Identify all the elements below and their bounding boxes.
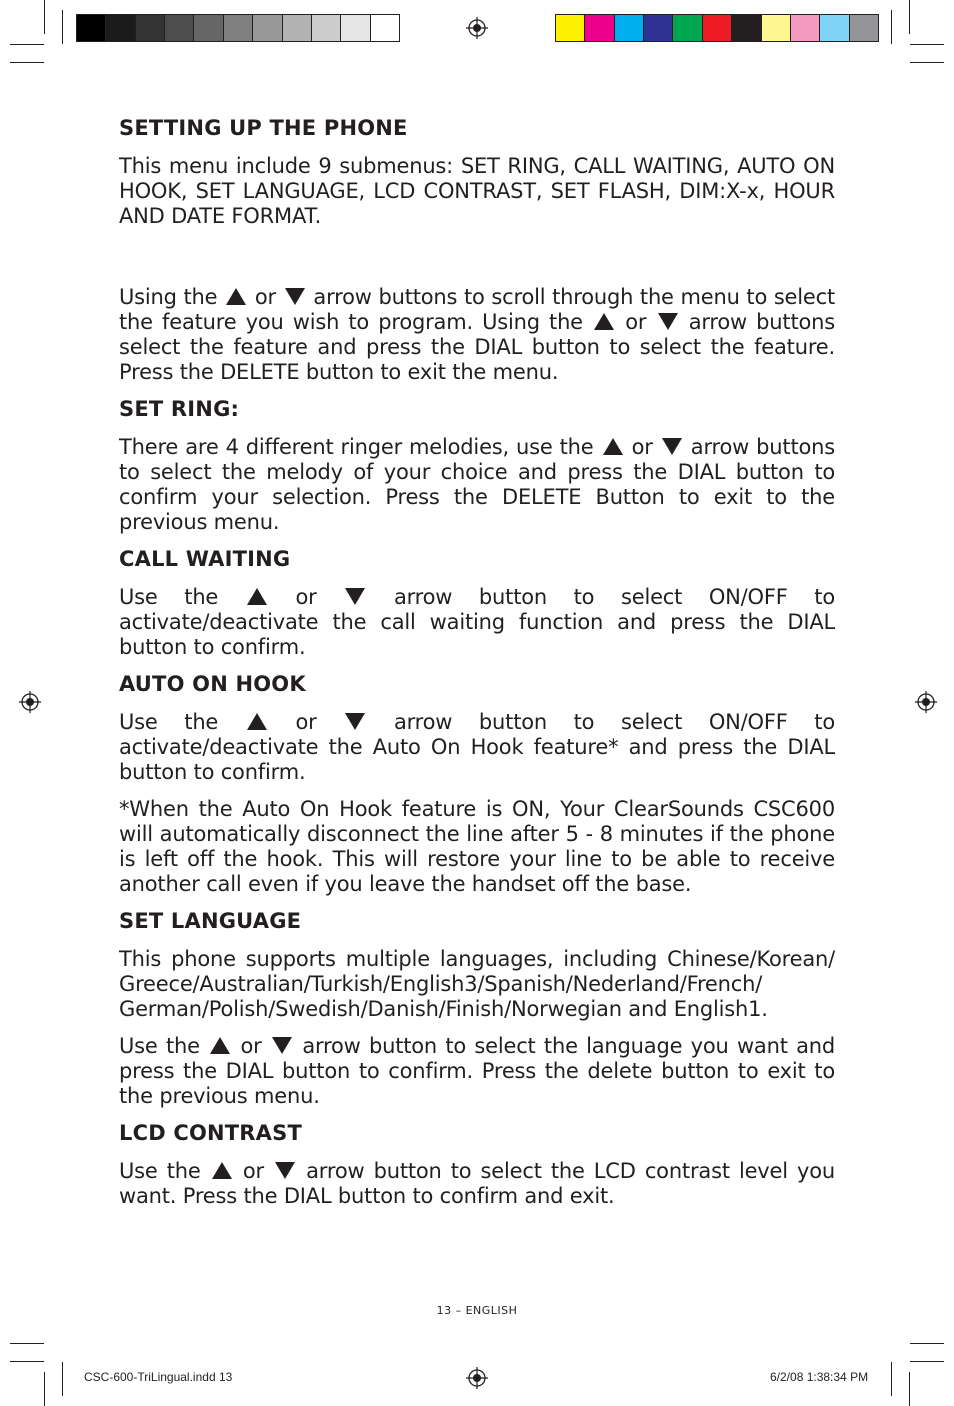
gray-swatch	[341, 15, 370, 41]
text-run: or	[295, 710, 317, 734]
set-language-instructions	[119, 1034, 835, 1109]
text-run: arrow button to select ON/OFF to activate/deactivate the call waiting function and press the DIAL button to confirm.	[119, 585, 835, 659]
gray-swatch	[253, 15, 282, 41]
up-arrow-icon	[594, 313, 614, 330]
crop-mark	[10, 1343, 44, 1344]
crop-mark	[62, 1362, 63, 1396]
up-arrow-icon	[603, 438, 623, 455]
color-swatch	[850, 15, 878, 41]
crop-mark	[910, 1361, 944, 1362]
color-swatch	[732, 15, 761, 41]
registration-mark-icon	[466, 1367, 488, 1389]
color-swatch	[644, 15, 673, 41]
gray-swatch	[77, 15, 106, 41]
manual-page-content	[119, 116, 835, 1221]
text-run: or	[242, 1159, 264, 1183]
crop-mark	[891, 10, 892, 44]
setup-description: This menu include 9 submenus: SET RING, CALL WAITING, AUTO ON HOOK, SET LANGUAGE, LCD CONTRAST, SET FLASH, DIM:X-x, HOUR AND DATE FORMAT.	[119, 154, 835, 228]
gray-swatch	[165, 15, 194, 41]
registration-mark-icon	[19, 691, 41, 713]
text-run: or	[240, 1034, 262, 1058]
text-run: arrow button to select the language you want and press the DIAL button to confirm. Press the delete button to exit to the previous menu.	[119, 1034, 835, 1108]
registration-mark-icon	[466, 17, 488, 39]
down-arrow-icon	[272, 1037, 292, 1054]
section-title-set-ring: SET RING:	[119, 397, 240, 421]
crop-mark	[10, 62, 44, 63]
crop-mark	[44, 0, 45, 34]
lcd-contrast-instructions	[119, 1159, 835, 1209]
crop-mark	[909, 0, 910, 34]
text-run: arrow button to select ON/OFF to activate/deactivate the Auto On Hook feature* and press the DIAL button to confirm.	[119, 710, 835, 784]
gray-swatch	[106, 15, 135, 41]
down-arrow-icon	[662, 438, 682, 455]
text-run: or	[631, 435, 653, 459]
text-run: or	[295, 585, 317, 609]
gray-swatch	[283, 15, 312, 41]
gray-swatch	[371, 15, 399, 41]
up-arrow-icon	[247, 713, 267, 730]
process-color-bar	[555, 14, 879, 42]
crop-mark	[891, 1362, 892, 1396]
crop-mark	[10, 44, 44, 45]
up-arrow-icon	[226, 288, 246, 305]
text-run: arrow buttons to select the melody of your choice and press the DIAL button to confirm your selection. Press the DELETE Button to exit to the previous menu.	[119, 435, 835, 534]
text-run: arrow button to select the LCD contrast level you want. Press the DIAL button to confirm and exit.	[119, 1159, 835, 1208]
down-arrow-icon	[345, 588, 365, 605]
text-run: or	[625, 310, 647, 334]
crop-mark	[910, 1343, 944, 1344]
color-swatch	[703, 15, 732, 41]
color-swatch	[820, 15, 849, 41]
page-number: 13 – ENGLISH	[436, 1304, 518, 1317]
up-arrow-icon	[210, 1037, 230, 1054]
text-run: arrow buttons to scroll through the menu to select the feature you wish to program. Using the	[119, 285, 836, 334]
text-run: or	[254, 285, 276, 309]
text-run: Use the	[119, 710, 219, 734]
language-list: This phone supports multiple languages, including Chinese/Korean/ Greece/Australian/Turkish/English3/Spanish/Nederland/French/ German/Polish/Swedish/Danish/Finish/Norwegian and English1.	[119, 947, 835, 1021]
navigation-instructions	[119, 285, 835, 385]
file-name: CSC-600-TriLingual.indd 13	[84, 1370, 233, 1384]
auto-on-hook-instructions	[119, 710, 835, 785]
gray-swatch	[194, 15, 223, 41]
crop-mark	[910, 44, 944, 45]
gray-swatch	[224, 15, 253, 41]
up-arrow-icon	[247, 588, 267, 605]
section-title-lcd-contrast: LCD CONTRAST	[119, 1121, 302, 1145]
text-run: arrow buttons select the feature and press the DIAL button to select the feature. Press the DELETE button to exit the menu.	[119, 310, 835, 384]
text-run: Use the	[119, 1034, 200, 1058]
crop-mark	[44, 1372, 45, 1406]
down-arrow-icon	[285, 288, 305, 305]
text-run: Using the	[119, 285, 218, 309]
color-swatch	[673, 15, 702, 41]
color-swatch	[615, 15, 644, 41]
color-swatch	[791, 15, 820, 41]
gray-swatch	[136, 15, 165, 41]
text-run: Use the	[119, 1159, 201, 1183]
section-title-call-waiting: CALL WAITING	[119, 547, 291, 571]
color-swatch	[585, 15, 614, 41]
print-timestamp: 6/2/08 1:38:34 PM	[770, 1370, 869, 1384]
registration-mark-icon	[915, 691, 937, 713]
crop-mark	[10, 1361, 44, 1362]
crop-mark	[910, 62, 944, 63]
section-title-set-language: SET LANGUAGE	[119, 909, 302, 933]
color-swatch	[762, 15, 791, 41]
down-arrow-icon	[345, 713, 365, 730]
call-waiting-instructions	[119, 585, 835, 660]
grayscale-color-bar	[76, 14, 400, 42]
up-arrow-icon	[212, 1162, 232, 1179]
set-ring-instructions	[119, 435, 835, 535]
text-run: There are 4 different ringer melodies, use the	[119, 435, 594, 459]
gray-swatch	[312, 15, 341, 41]
down-arrow-icon	[275, 1162, 295, 1179]
color-swatch	[556, 15, 585, 41]
auto-on-hook-note: *When the Auto On Hook feature is ON, Your ClearSounds CSC600 will automatically disconnect the line after 5 - 8 minutes if the phone is left off the hook. This will restore your line to be able to receive another call even if you leave the handset off the base.	[119, 797, 835, 896]
section-title-setup: SETTING UP THE PHONE	[119, 116, 408, 140]
crop-mark	[909, 1372, 910, 1406]
section-title-auto-on-hook: AUTO ON HOOK	[119, 672, 306, 696]
text-run: Use the	[119, 585, 219, 609]
crop-mark	[62, 10, 63, 44]
down-arrow-icon	[658, 313, 678, 330]
